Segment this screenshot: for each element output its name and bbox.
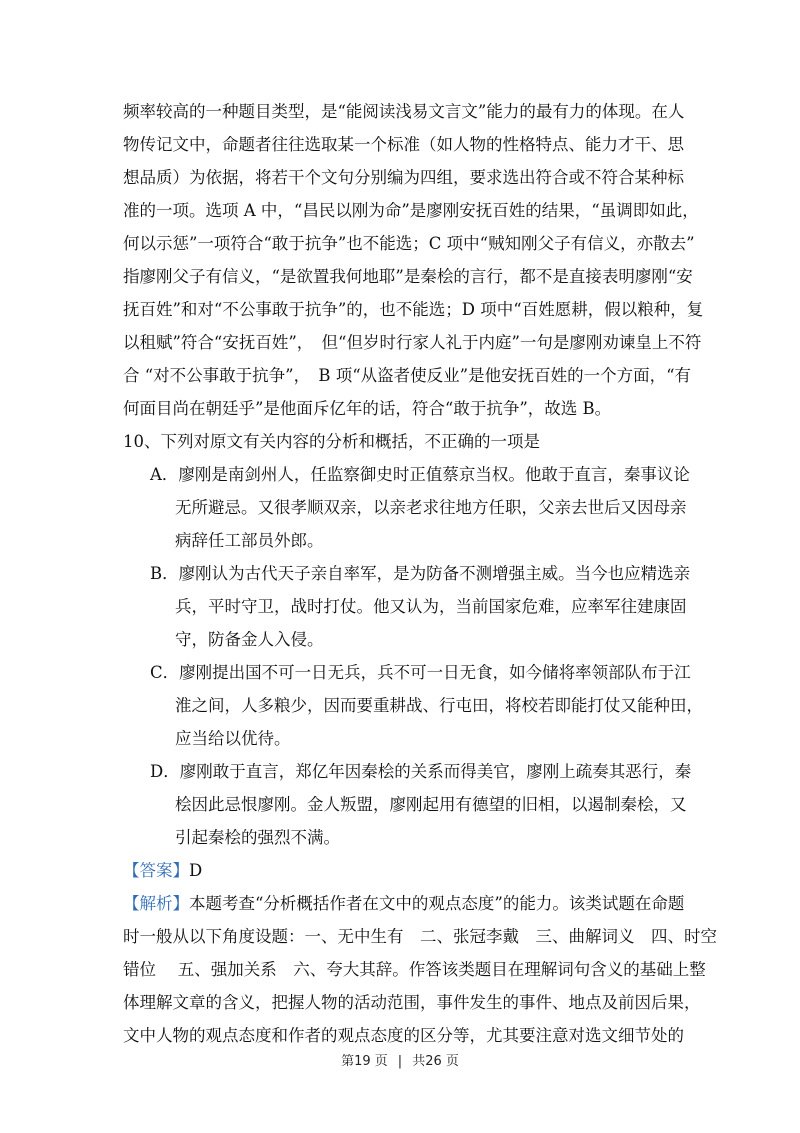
text-line: 想品质）为依据，将若干个文句分别编为四组，要求选出符合或不符合某种标	[123, 168, 684, 187]
option-line: 应当给以优待。	[175, 729, 291, 748]
answer-value: D	[189, 861, 203, 880]
text-line: 物传记文中，命题者往往选取某一个标准（如人物的性格特点、能力才干、思	[123, 135, 684, 154]
analysis-tag: 【解析】	[123, 894, 189, 913]
option-text: 廖刚提出国不可一日无兵，兵不可一日无食，如今储将率领部队布于江	[179, 663, 691, 682]
option-text: 廖刚敢于直言，郑亿年因秦桧的关系而得美官，廖刚上疏奏其恶行，秦	[179, 762, 692, 781]
text-line: 何以示惩”一项符合“敢于抗争”也不能选；C 项中“贼知刚父子有信义，亦散去”	[123, 234, 695, 253]
option-text: 廖刚是南剑州人，任监察御史时正值蔡京当权。他敢于直言，秦事议论	[178, 465, 690, 484]
text-line: 准的一项。选项 A 中，“昌民以刚为命”是廖刚安抚百姓的结果，“虽调即如此，	[123, 201, 699, 220]
option-text: 廖刚认为古代天子亲自率军，是为防备不测增强主威。当今也应精选亲	[178, 564, 691, 583]
text-line: 何面目尚在朝廷乎”是他面斥亿年的话，符合“敢于抗争”，故选 B。	[123, 399, 612, 418]
analysis-line: 时一般从以下角度设题：一、无中生有 二、张冠李戴 三、曲解词义 四、时空	[123, 927, 717, 946]
option-letter: C．	[150, 663, 180, 682]
option-letter: B．	[150, 564, 179, 583]
text-line: 合 “对不公事敢于抗争”， B 项“从盗者使反业”是他安抚百姓的一个方面，“有	[123, 366, 692, 385]
option-letter: A．	[150, 465, 179, 484]
analysis-text: 本题考查“分析概括作者在文中的观点态度”的能力。该类试题在命题	[189, 894, 685, 913]
page-number: 第19 页	[341, 1054, 388, 1069]
page-total: 共26 页	[412, 1054, 459, 1069]
option-line	[150, 563, 800, 585]
text-line: 频率较高的一种题目类型，是“能阅读浅易文言文”能力的最有力的体现。在人	[123, 102, 685, 121]
option-line: 守，防备金人入侵。	[175, 630, 324, 649]
option-line	[150, 761, 800, 783]
text-line: 指廖刚父子有信义，“是欲置我何地耶”是秦桧的言行，都不是直接表明廖刚“安	[123, 267, 693, 286]
analysis-line: 文中人物的观点态度和作者的观点态度的区分等，尤其要注意对选文细节处的	[123, 1026, 684, 1045]
analysis-line: 错位 五、强加关系 六、夸大其辞。作答该类题目在理解词句含义的基础上整	[123, 960, 706, 979]
option-line: 淮之间，人多粮少，因而要重耕战、行屯田，将校若即能打仗又能种田，	[175, 696, 703, 715]
option-line	[150, 464, 800, 486]
text-line: 抚百姓”和对“不公事敢于抗争”的，也不能选；D 项中“百姓愿耕，假以粮种，复	[123, 300, 704, 319]
analysis-line	[123, 893, 800, 915]
option-line: 引起秦桧的强烈不满。	[175, 828, 340, 847]
text-line: 以租赋”符合“安抚百姓”， 但“但岁时行家人礼于内庭”一句是廖刚劝谏皇上不符	[123, 333, 702, 352]
option-line: 桧因此忌恨廖刚。金人叛盟，廖刚起用有德望的旧相，以遏制秦桧，又	[175, 795, 687, 814]
footer-separator: |	[397, 1054, 403, 1069]
option-line: 病辞任工部员外郎。	[175, 531, 324, 550]
answer-tag: 【答案】	[123, 861, 189, 880]
page-footer	[0, 1050, 800, 1069]
option-line	[150, 662, 800, 684]
option-line: 兵，平时守卫，战时打仗。他又认为，当前国家危难，应率军往建康固	[175, 597, 687, 616]
answer-line	[123, 860, 800, 882]
analysis-line: 体理解文章的含义，把握人物的活动范围，事件发生的事件、地点及前因后果，	[123, 993, 701, 1012]
option-letter: D．	[150, 762, 180, 781]
question-stem: 10、下列对原文有关内容的分析和概括，不正确的一项是	[123, 432, 540, 451]
option-line: 无所避忌。又很孝顺双亲，以亲老求往地方任职，父亲去世后又因母亲	[175, 498, 687, 517]
